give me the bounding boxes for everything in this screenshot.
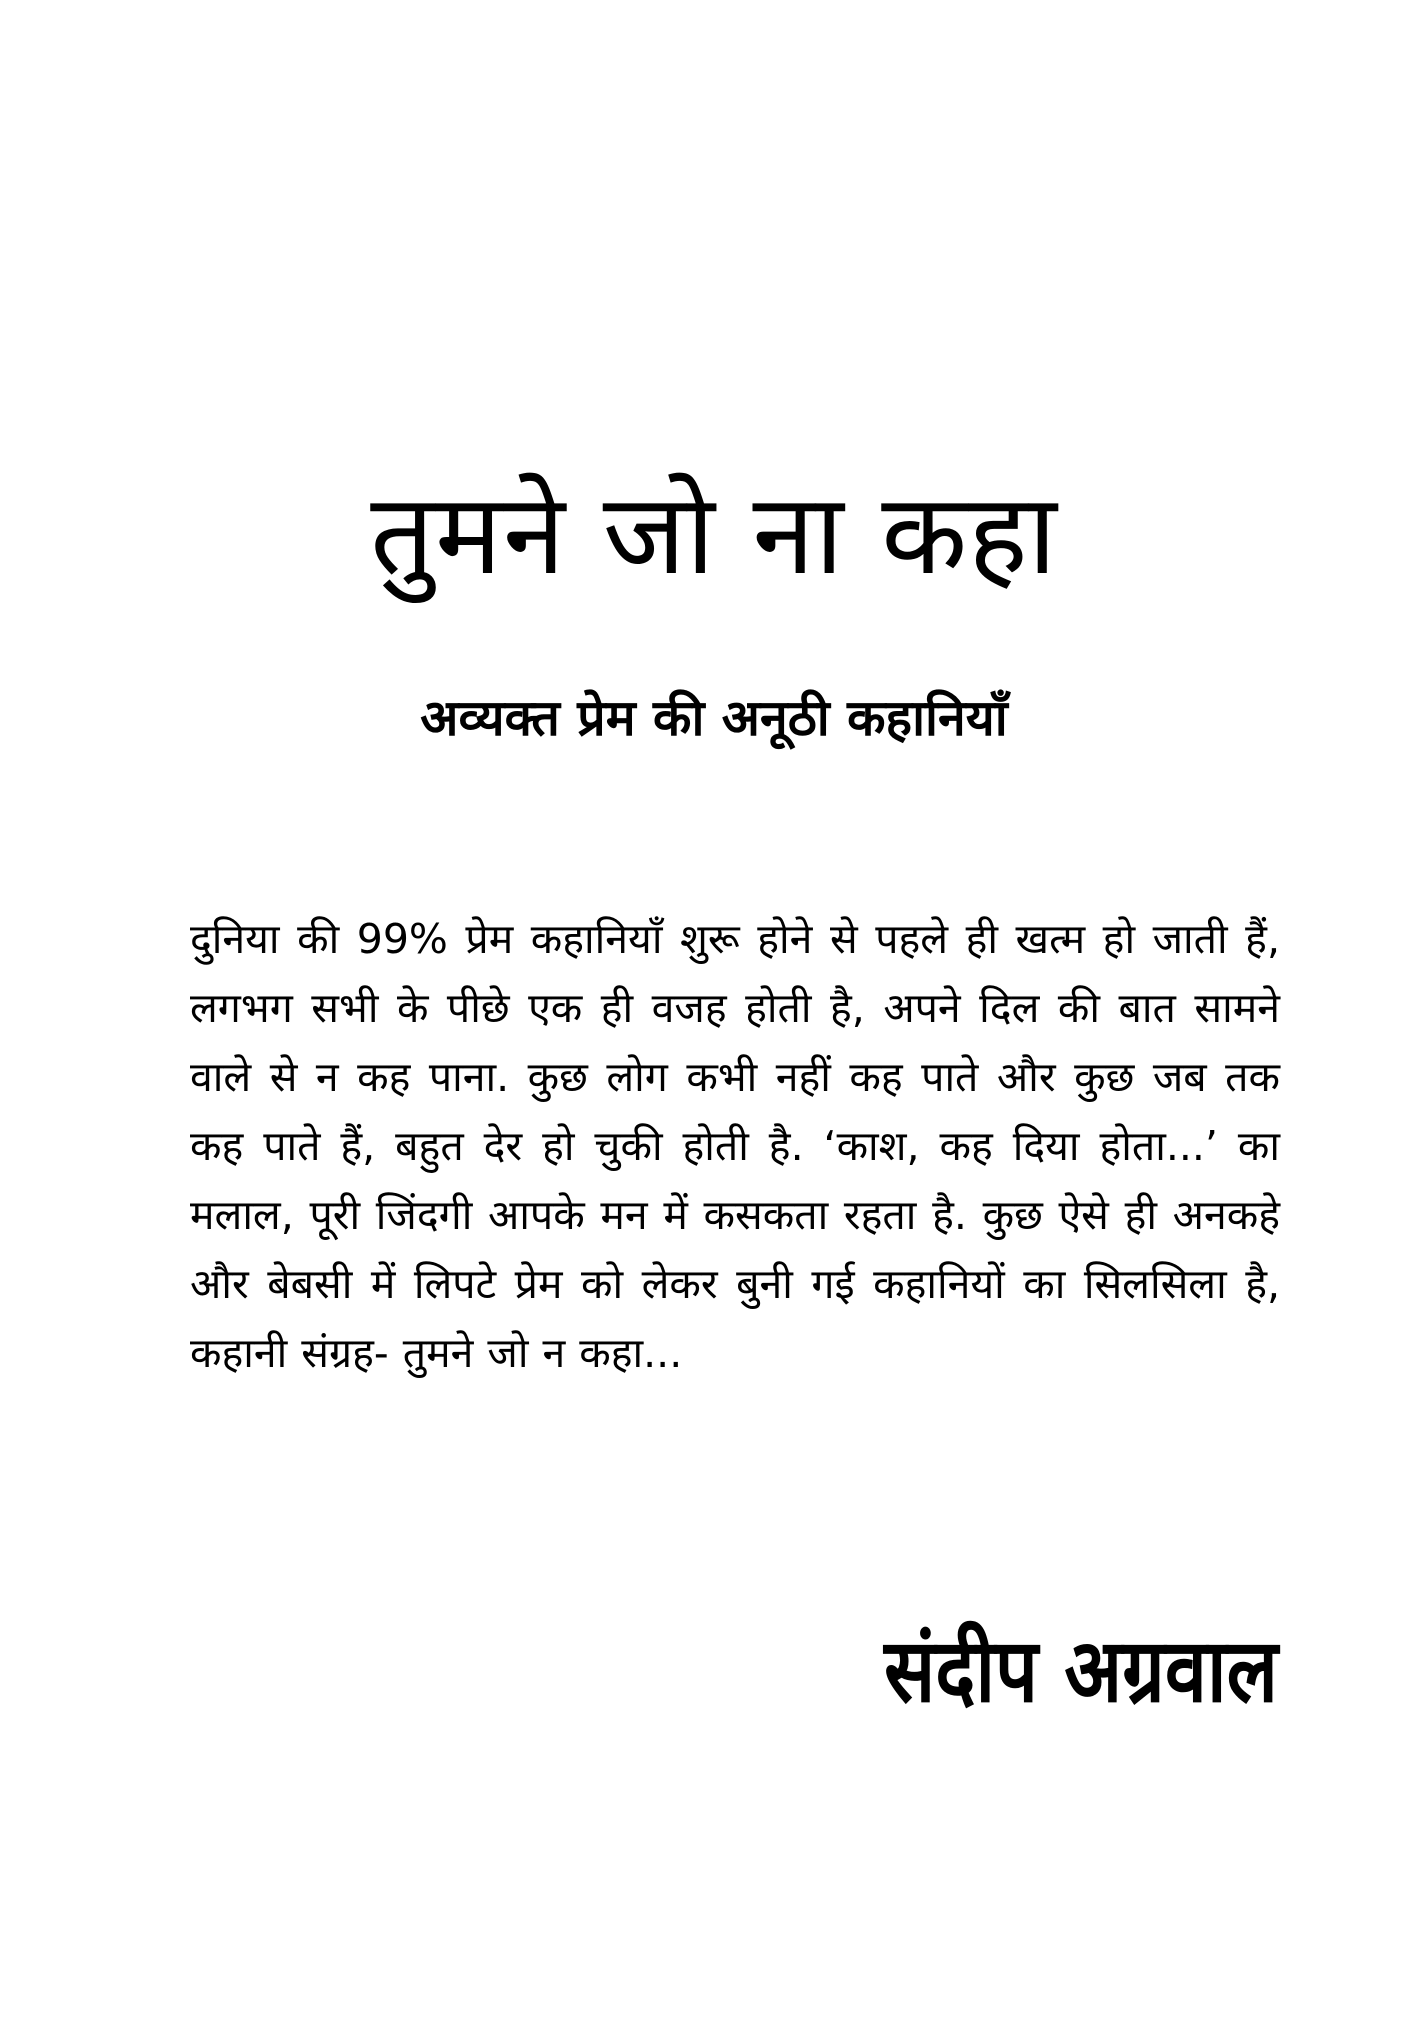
book-title: तुमने जो ना कहा <box>370 470 1058 600</box>
author-name: संदीप अग्रवाल <box>884 1619 1278 1722</box>
book-blurb: दुनिया की 99% प्रेम कहानियाँ शुरू होने से पहले ही खत्म हो जाती हैं, लगभग सभी के पीछे एक ही वजह होती है, अपने दिल की बात सामने वाले से न कह पाना. कुछ लोग कभी नहीं कह पाते और कुछ जब तक कह पाते हैं, बहुत देर हो चुकी होती है. ‘काश, कह दिया होता...’ का मलाल, पूरी जिंदगी आपके मन में कसकता रहता है. कुछ ऐसे ही अनकहे और बेबसी में लिपटे प्रेम को लेकर बुनी गई कहानियों का सिलसिला है, कहानी संग्रह- तुमने जो न कहा... <box>190 915 1280 1377</box>
book-subtitle: अव्यक्त प्रेम की अनूठी कहानियाँ <box>420 689 1008 747</box>
